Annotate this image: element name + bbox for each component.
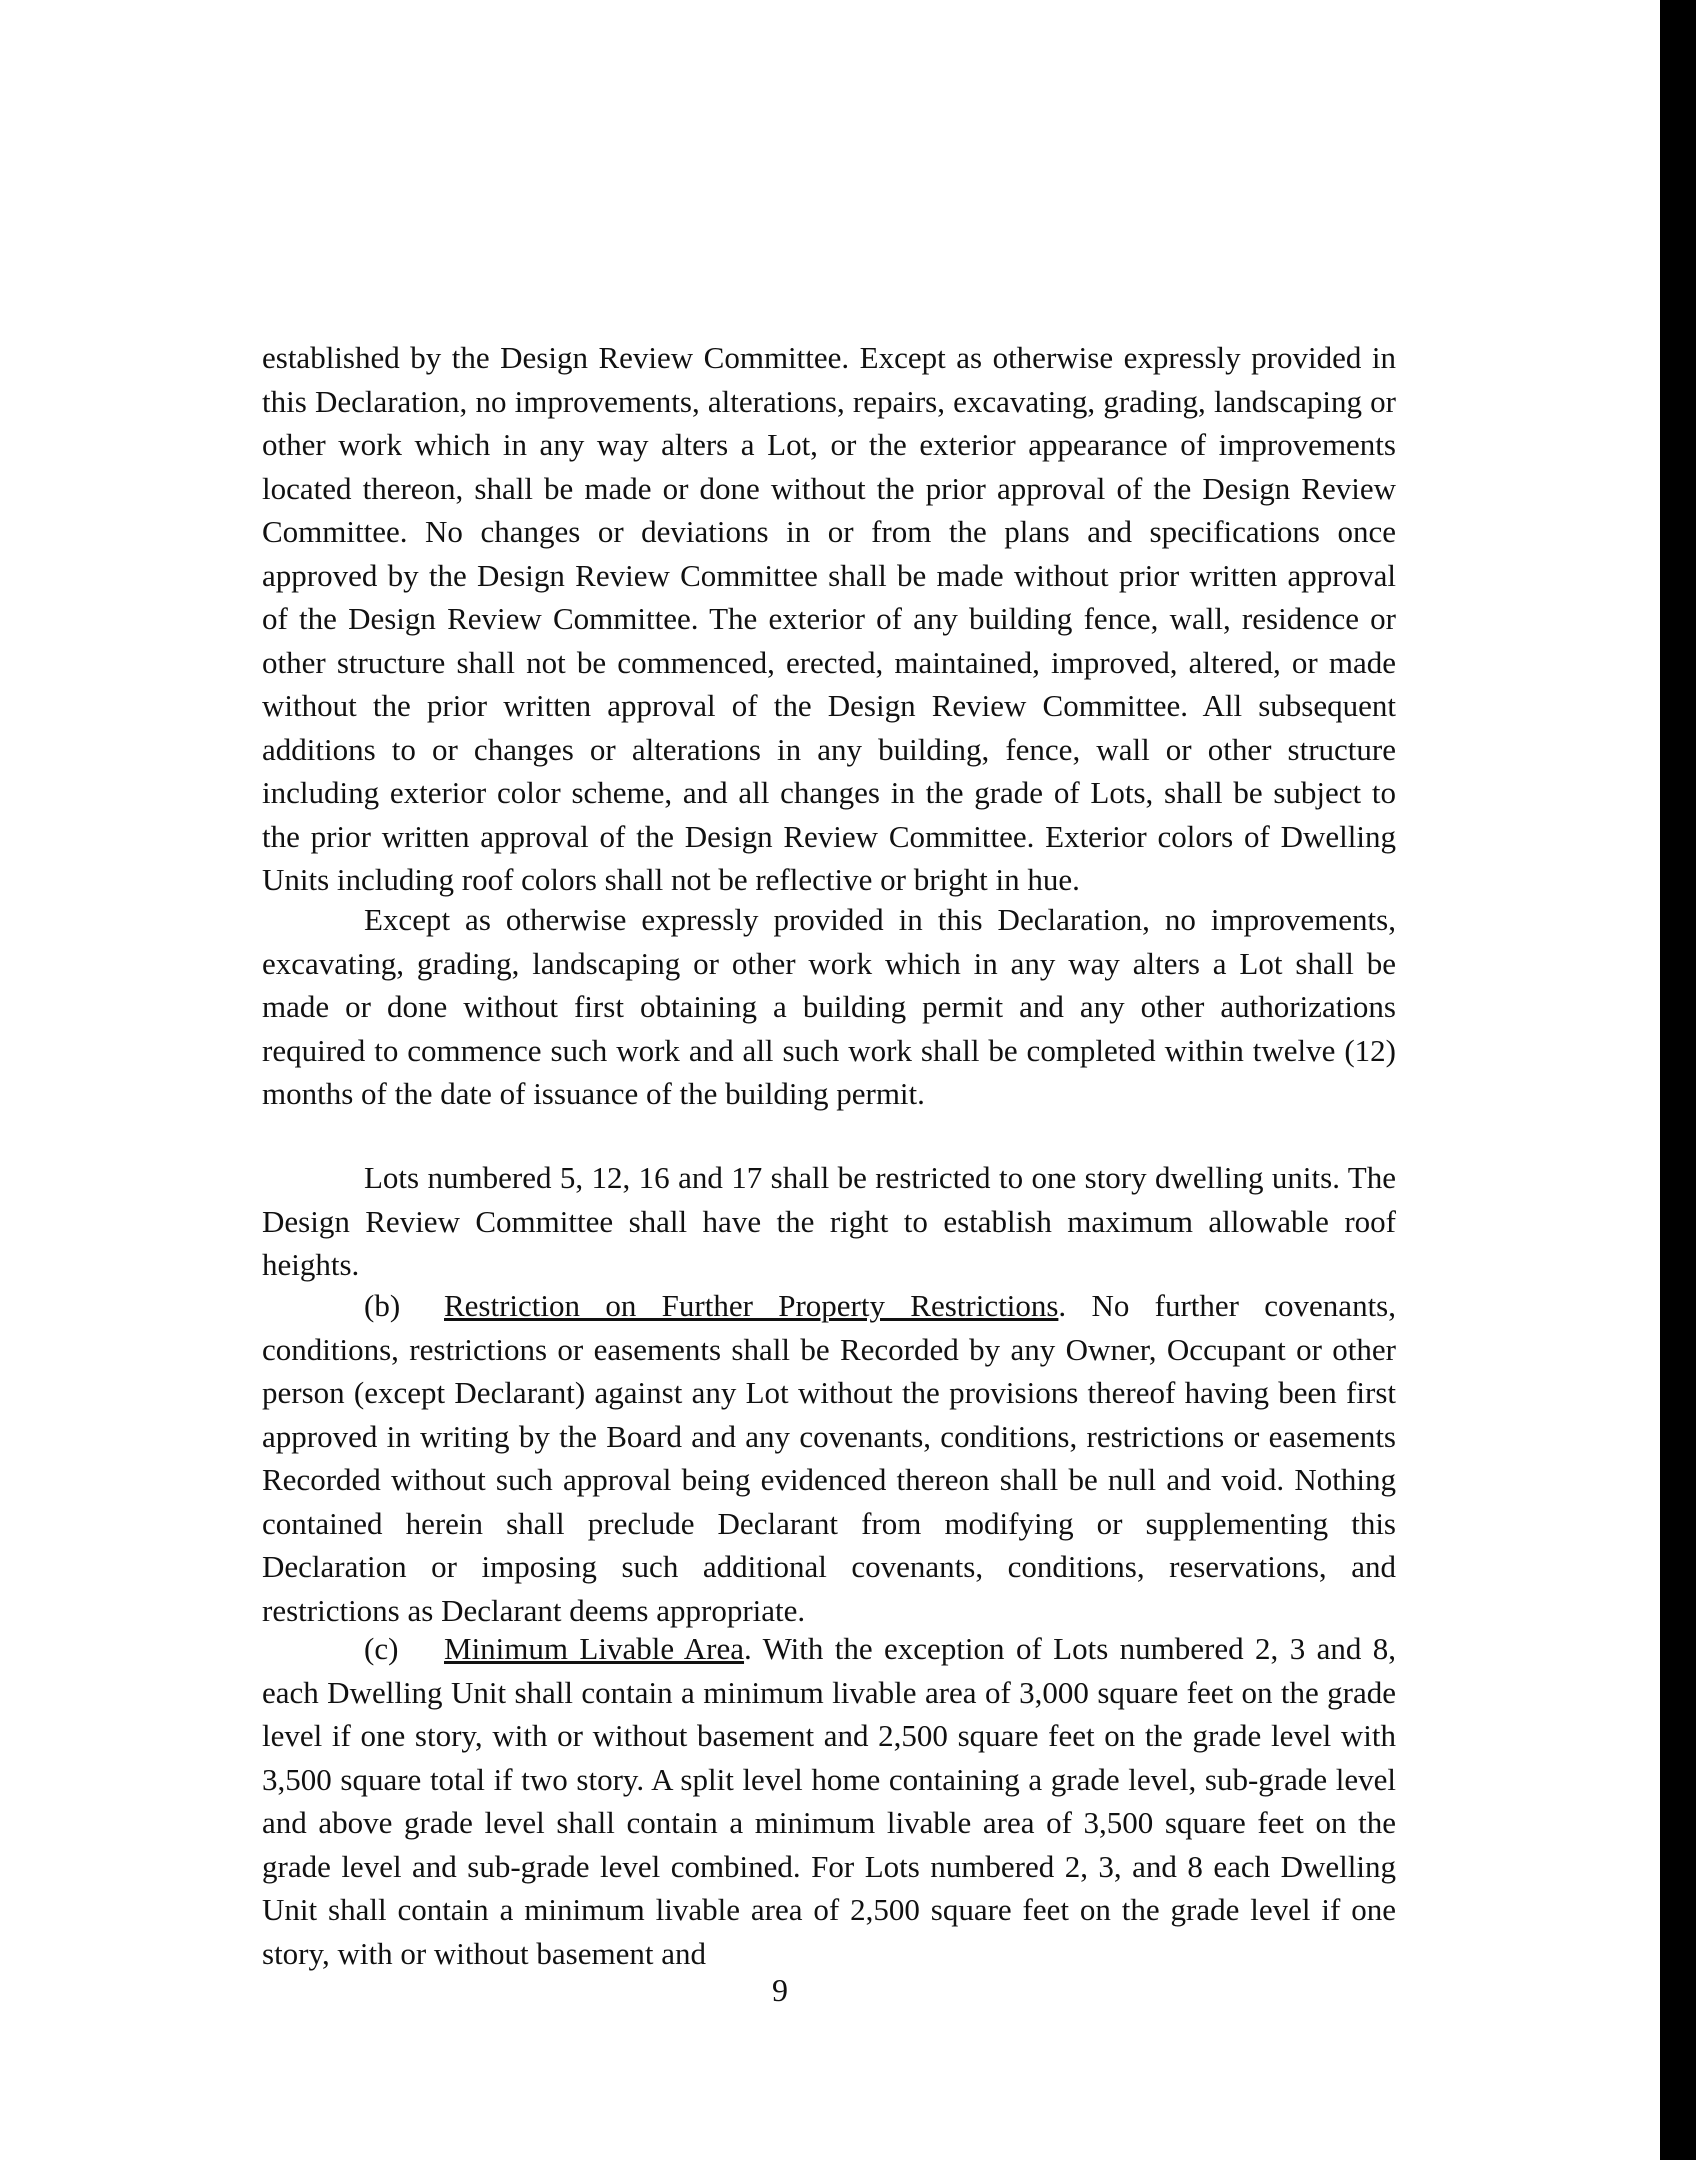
- paragraph-text: established by the Design Review Committee. Except as otherwise expressly provided in this Declaration, no improvements, alterations, repairs, excavating, grading, landscaping or other work which in any way alters a Lot, or the exterior appearance of improvements located thereon, shall be made or done without the prior approval of the Design Review Committee. No changes or deviations in or from the plans and specifications once approved by the Design Review Committee shall be made without prior written approval of the Design Review Committee. The exterior of any building fence, wall, residence or other structure shall not be commenced, erected, maintained, improved, altered, or made without the prior written approval of the Design Review Committee. All subsequent additions to or changes or alterations in any building, fence, wall or other structure including exterior color scheme, and all changes in the grade of Lots, shall be subject to the prior written approval of the Design Review Committee. Exterior colors of Dwelling Units including roof colors shall not be reflective or bright in hue.: [262, 340, 1396, 897]
- paragraph-design-review: [262, 336, 1396, 902]
- paragraph-text: Lots numbered 5, 12, 16 and 17 shall be restricted to one story dwelling units. The Design Review Committee shall have the right to establish maximum allowable roof heights.: [262, 1160, 1396, 1282]
- section-c-text: [262, 1627, 1396, 1975]
- section-c-minimum-livable-area: [262, 1627, 1396, 1975]
- paragraph-text: Except as otherwise expressly provided in this Declaration, no improvements, excavating, grading, landscaping or other work which in any way alters a Lot shall be made or done without first obtaining a building permit and any other authorizations required to commence such work and all such work shall be completed within twelve (12) months of the date of issuance of the building permit.: [262, 902, 1396, 1111]
- section-b-body: . No further covenants, conditions, restrictions or easements shall be Recorded by any Owner, Occupant or other person (except Declarant) against any Lot without the provisions thereof having been first approved in writing by the Board and any covenants, conditions, restrictions or easements Recorded without such approval being evidenced thereon shall be null and void. Nothing contained herein shall preclude Declarant from modifying or supplementing this Declaration or imposing such additional covenants, conditions, reservations, and restrictions as Declarant deems appropriate.: [262, 1288, 1396, 1628]
- section-b-further-restrictions: [262, 1284, 1396, 1632]
- section-b-heading: Restriction on Further Property Restrictions: [444, 1288, 1059, 1323]
- page-number: 9: [772, 1972, 788, 2008]
- paragraph-one-story-lots: [262, 1156, 1396, 1287]
- section-b-text: [262, 1284, 1396, 1632]
- paragraph-building-permit: [262, 898, 1396, 1116]
- section-c-heading: Minimum Livable Area: [444, 1631, 745, 1666]
- section-c-body: . With the exception of Lots numbered 2, 3 and 8, each Dwelling Unit shall contain a minimum livable area of 3,000 square feet on the grade level if one story, with or without basement and 2,500 square feet on the grade level with 3,500 square total if two story. A split level home containing a grade level, sub-grade level and above grade level shall contain a minimum livable area of 3,500 square feet on the grade level and sub-grade level combined. For Lots numbered 2, 3, and 8 each Dwelling Unit shall contain a minimum livable area of 2,500 square feet on the grade level if one story, with or without basement and: [262, 1631, 1397, 1971]
- section-c-label: (c): [364, 1631, 399, 1666]
- scan-edge-border: [1660, 0, 1696, 2160]
- section-b-label: (b): [364, 1288, 401, 1323]
